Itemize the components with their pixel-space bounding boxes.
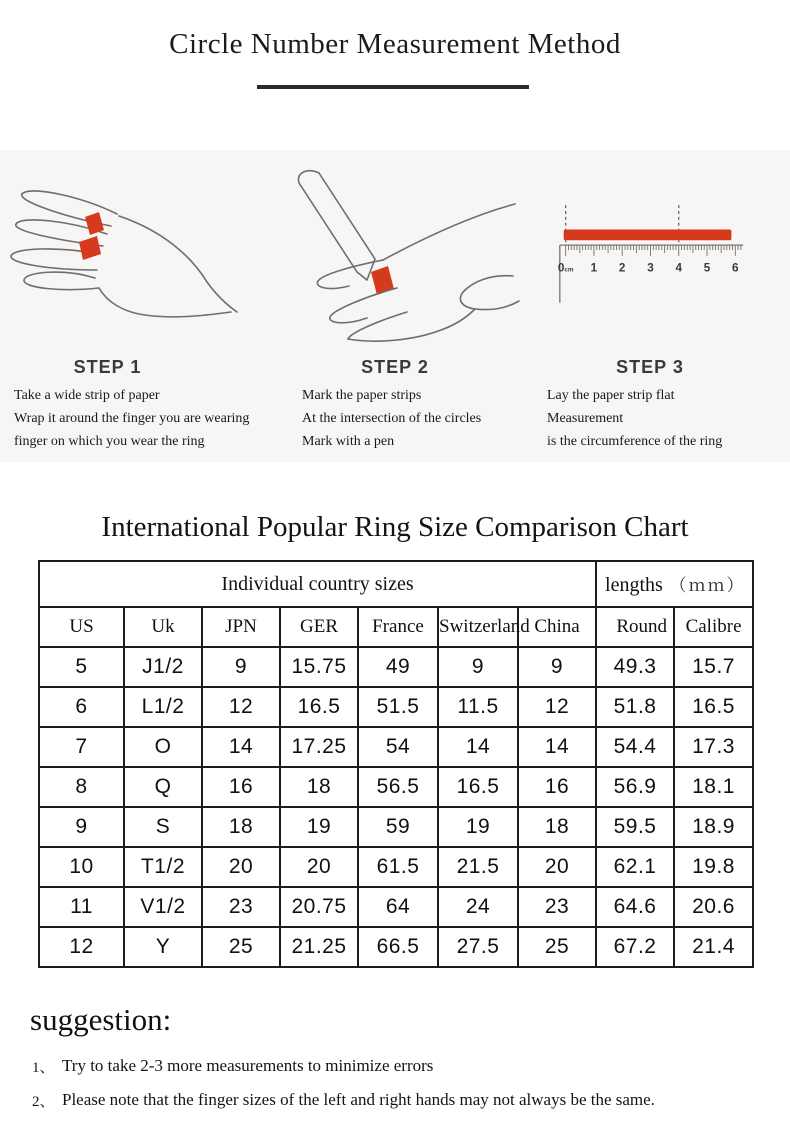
table-cell: 18.1 <box>674 767 753 807</box>
table-cell: 17.3 <box>674 727 753 767</box>
table-cell: 62.1 <box>596 847 674 887</box>
table-cell: 27.5 <box>438 927 518 967</box>
table-cell: 16.5 <box>280 687 358 727</box>
table-row <box>39 767 753 807</box>
table-row <box>39 687 753 727</box>
hand-with-paper-strip-illustration <box>5 162 255 357</box>
table-cell: 15.75 <box>280 647 358 687</box>
table-cell: 23 <box>518 887 596 927</box>
table-cell: 25 <box>518 927 596 967</box>
table-cell: 19 <box>438 807 518 847</box>
group-header-lengths-mm: lengths （ｍｍ） <box>596 561 753 607</box>
table-cell: 20 <box>202 847 280 887</box>
column-header-calibre: Calibre <box>674 607 753 647</box>
table-cell: 18.9 <box>674 807 753 847</box>
table-cell: S <box>124 807 202 847</box>
table-cell: 66.5 <box>358 927 438 967</box>
table-cell: 56.5 <box>358 767 438 807</box>
table-cell: 23 <box>202 887 280 927</box>
step-2-line-1: Mark the paper strips <box>302 388 422 403</box>
svg-text:6: 6 <box>732 261 739 275</box>
step-3-description <box>547 384 722 453</box>
table-cell: 21.5 <box>438 847 518 887</box>
table-cell: O <box>124 727 202 767</box>
table-row <box>39 887 753 927</box>
table-cell: 51.8 <box>596 687 674 727</box>
table-cell: 8 <box>39 767 124 807</box>
table-row <box>39 927 753 967</box>
column-header-switzerland: Switzerland <box>438 607 518 647</box>
table-cell: 59.5 <box>596 807 674 847</box>
list-marker: 1、 <box>32 1060 55 1076</box>
table-cell: 51.5 <box>358 687 438 727</box>
suggestion-item <box>32 1056 433 1077</box>
step-3-line-2: Measurement <box>547 411 624 426</box>
column-header-ger: GER <box>280 607 358 647</box>
table-cell: 7 <box>39 727 124 767</box>
column-header-jpn: JPN <box>202 607 280 647</box>
table-cell: 17.25 <box>280 727 358 767</box>
table-cell: 49 <box>358 647 438 687</box>
table-cell: 20 <box>280 847 358 887</box>
table-cell: T1/2 <box>124 847 202 887</box>
table-cell: 16 <box>202 767 280 807</box>
table-cell: 21.25 <box>280 927 358 967</box>
table-cell: 20 <box>518 847 596 887</box>
step-3-line-1: Lay the paper strip flat <box>547 388 675 403</box>
table-cell: J1/2 <box>124 647 202 687</box>
table-cell: 25 <box>202 927 280 967</box>
table-cell: 9 <box>202 647 280 687</box>
table-cell: 18 <box>518 807 596 847</box>
svg-text:5: 5 <box>703 261 711 275</box>
table-cell: 5 <box>39 647 124 687</box>
suggestion-item <box>32 1090 655 1111</box>
ring-size-table <box>38 560 754 968</box>
step-3-label: STEP 3 <box>616 357 684 377</box>
table-cell: Q <box>124 767 202 807</box>
table-cell: V1/2 <box>124 887 202 927</box>
step-1-label: STEP 1 <box>73 357 142 377</box>
table-cell: 20.75 <box>280 887 358 927</box>
svg-text:4: 4 <box>675 261 683 275</box>
table-cell: 10 <box>39 847 124 887</box>
column-header-uk: Uk <box>124 607 202 647</box>
chart-title: International Popular Ring Size Comparison Chart <box>101 511 689 543</box>
table-cell: 18 <box>202 807 280 847</box>
table-cell: 16.5 <box>674 687 753 727</box>
table-cell: 16.5 <box>438 767 518 807</box>
table-cell: 9 <box>39 807 124 847</box>
column-header-round: Round <box>596 607 674 647</box>
column-header-france: France <box>358 607 438 647</box>
table-cell: 59 <box>358 807 438 847</box>
svg-text:3: 3 <box>647 261 654 275</box>
table-cell: 9 <box>438 647 518 687</box>
table-cell: 24 <box>438 887 518 927</box>
table-row <box>39 727 753 767</box>
step-1-line-1: Take a wide strip of paper <box>14 388 160 403</box>
paper-strip-end <box>79 236 101 260</box>
suggestion-heading: suggestion: <box>30 1002 172 1037</box>
table-cell: 67.2 <box>596 927 674 967</box>
svg-text:2: 2 <box>618 261 626 275</box>
paper-strip-mark <box>371 266 394 295</box>
table-cell: 19 <box>280 807 358 847</box>
svg-text:0cm: 0cm <box>557 261 574 275</box>
svg-text:1: 1 <box>590 261 598 275</box>
table-cell: 9 <box>518 647 596 687</box>
table-cell: L1/2 <box>124 687 202 727</box>
table-row <box>39 647 753 687</box>
table-cell: 64.6 <box>596 887 674 927</box>
table-cell: 64 <box>358 887 438 927</box>
step-1-description <box>14 384 249 453</box>
table-cell: 21.4 <box>674 927 753 967</box>
table-cell: Y <box>124 927 202 967</box>
table-cell: 54.4 <box>596 727 674 767</box>
paper-strip-on-ruler <box>564 230 732 241</box>
table-cell: 14 <box>202 727 280 767</box>
ruler-ticks <box>566 245 741 256</box>
table-cell: 61.5 <box>358 847 438 887</box>
table-cell: 6 <box>39 687 124 727</box>
step-2-line-3: Mark with a pen <box>302 434 395 449</box>
table-cell: 12 <box>518 687 596 727</box>
step-1-line-2: Wrap it around the finger you are wearing <box>14 411 250 426</box>
table-cell: 14 <box>438 727 518 767</box>
step-3-line-3: is the circumference of the ring <box>547 434 723 449</box>
step-1-line-3: finger on which you wear the ring <box>14 434 205 449</box>
table-cell: 16 <box>518 767 596 807</box>
table-row <box>39 847 753 887</box>
step-2-line-2: At the intersection of the circles <box>302 411 482 426</box>
column-header-china: China <box>518 607 596 647</box>
list-marker: 2、 <box>32 1094 55 1110</box>
ruler-scale-labels <box>558 261 739 274</box>
table-row <box>39 807 753 847</box>
suggestion-item-text: Please note that the finger sizes of the left and right hands may not always be the same. <box>62 1090 655 1109</box>
pen-marking-finger-illustration <box>285 158 520 358</box>
table-cell: 19.8 <box>674 847 753 887</box>
table-cell: 11.5 <box>438 687 518 727</box>
title-underline <box>257 85 529 89</box>
table-cell: 15.7 <box>674 647 753 687</box>
suggestion-item-text: Try to take 2-3 more measurements to minimize errors <box>62 1056 434 1075</box>
page-title: Circle Number Measurement Method <box>169 28 621 60</box>
table-cell: 20.6 <box>674 887 753 927</box>
pen-icon <box>301 186 357 272</box>
ruler-with-paper-strip-illustration <box>552 192 747 310</box>
column-header-us: US <box>39 607 124 647</box>
table-cell: 54 <box>358 727 438 767</box>
group-header-country-sizes: Individual country sizes <box>39 561 596 607</box>
table-cell: 11 <box>39 887 124 927</box>
step-2-description <box>302 384 481 453</box>
table-cell: 14 <box>518 727 596 767</box>
table-cell: 56.9 <box>596 767 674 807</box>
step-2-label: STEP 2 <box>361 357 429 377</box>
table-cell: 49.3 <box>596 647 674 687</box>
table-cell: 12 <box>39 927 124 967</box>
table-cell: 18 <box>280 767 358 807</box>
table-cell: 12 <box>202 687 280 727</box>
